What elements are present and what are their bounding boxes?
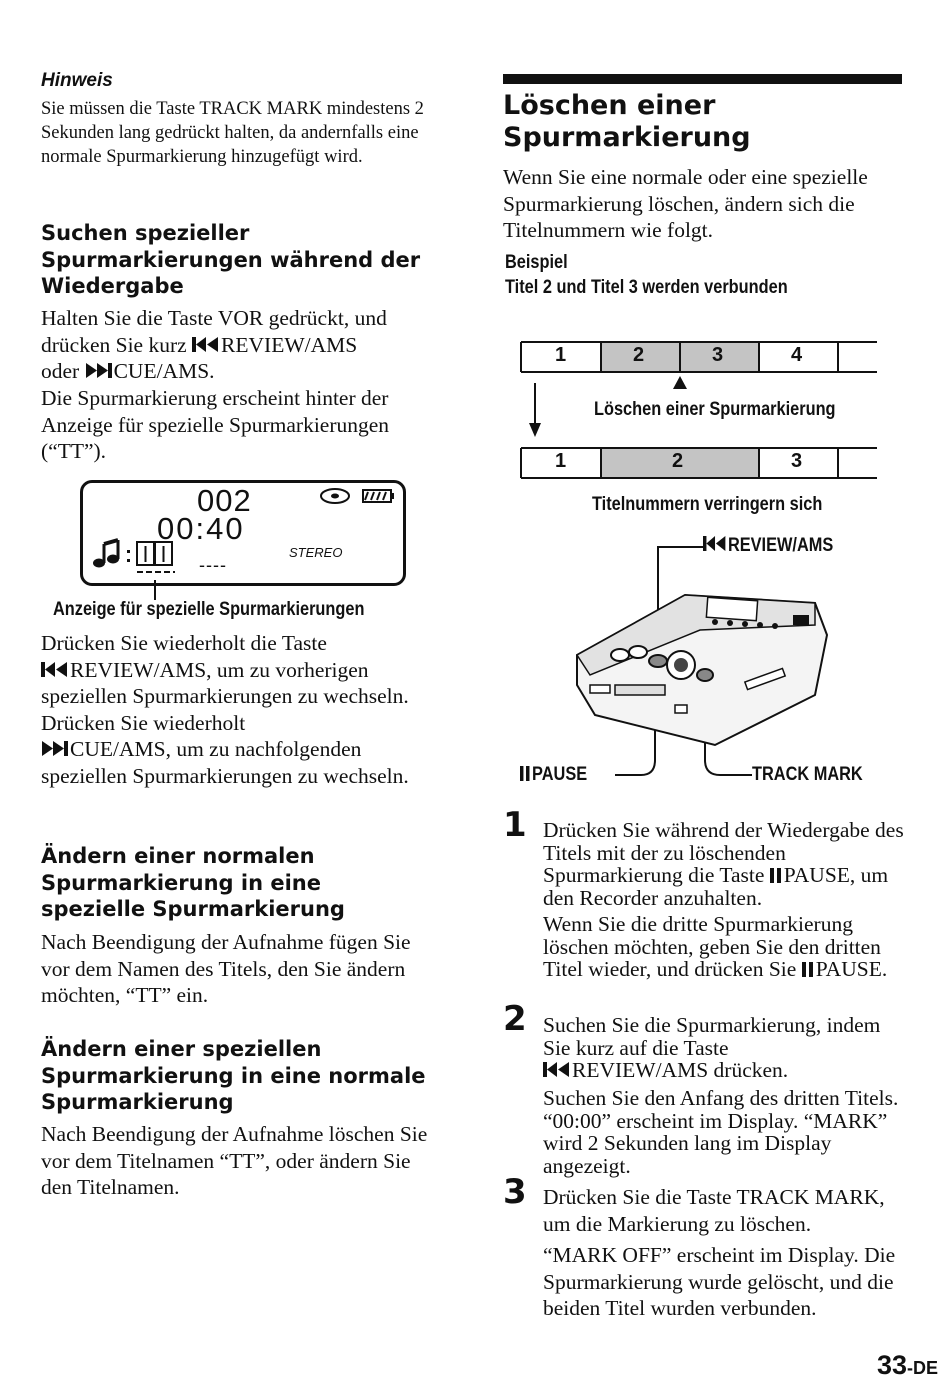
diagram-action: Löschen einer Spurmarkierung <box>594 399 836 420</box>
search-p3-a: Drücken Sie wiederholt die Taste <box>41 631 327 655</box>
lcd-track-number: 002 <box>197 483 252 518</box>
step-1-sub-a: Wenn Sie die dritte Spurmarkierung löschen möchten, geben Sie den dritten Titel wieder, und drücken Sie <box>543 912 881 981</box>
device-trackmark-label: TRACK MARK <box>752 764 863 785</box>
lcd-graphics <box>83 483 403 583</box>
cue-icon <box>41 740 68 757</box>
page-number <box>877 1350 938 1381</box>
diagram-result: Titelnummern verringern sich <box>592 494 823 515</box>
search-p3-c: CUE/AMS, um zu nachfolgenden speziellen Spurmarkierungen zu wechseln. <box>41 737 409 788</box>
note-title: Hinweis <box>41 70 113 91</box>
step-1-main <box>543 819 908 909</box>
after-track-3: 3 <box>791 450 803 472</box>
to-special-text: Nach Beendigung der Aufnahme fügen Sie vor dem Namen des Titels, den Sie ändern möchten, “TT” ein. <box>41 930 411 1007</box>
lcd-caption: Anzeige für spezielle Spurmarkierungen <box>53 599 365 620</box>
search-paragraph-2: Die Spurmarkierung erscheint hinter der Anzeige für spezielle Spurmarkierungen (“TT”). <box>41 386 390 463</box>
search-p3-b: REVIEW/AMS, um zu vorherigen speziellen Spurmarkierungen zu wechseln. Drücken Sie wiederholt <box>41 657 409 735</box>
page-number-suffix: -DE <box>907 1358 939 1378</box>
step-2-main-b: REVIEW/AMS drücken. <box>572 1058 789 1082</box>
review-icon <box>192 336 219 353</box>
device-review-text: REVIEW/AMS <box>727 535 834 556</box>
page-number-value: 33 <box>877 1350 908 1380</box>
step-2-sub: Suchen Sie den Anfang des dritten Titels. “00:00” erscheint im Display. “MARK” wird 2 Sekunden lang im Display angezeigt. <box>543 1086 899 1178</box>
device-illustration <box>515 535 895 795</box>
pause-icon <box>802 961 816 977</box>
after-track-2: 2 <box>672 450 684 472</box>
step-2-main-a: Suchen Sie die Spurmarkierung, indem Sie kurz auf die Taste <box>543 1013 881 1060</box>
lcd-stereo: STEREO <box>289 545 343 560</box>
note-text: Sie müssen die Taste TRACK MARK mindestens 2 Sekunden lang gedrückt halten, da andernfalls eine normale Spurmarkierung hinzugefügt wird. <box>41 99 424 168</box>
lcd-display <box>80 480 406 586</box>
search-p1-or: oder <box>41 359 85 383</box>
step-2-main <box>543 1014 903 1082</box>
review-icon <box>543 1061 570 1078</box>
right-heading: Löschen einer Spurmarkierung <box>503 90 751 153</box>
device-review-label <box>703 535 833 557</box>
search-p1-cue: CUE/AMS. <box>113 359 215 383</box>
right-intro: Wenn Sie eine normale oder eine spezielle Spurmarkierung löschen, ändern sich die Titelnummern wie folgt. <box>503 165 868 242</box>
before-track-1: 1 <box>555 344 567 366</box>
step-3-main: Drücken Sie die Taste TRACK MARK, um die Markierung zu löschen. <box>543 1185 885 1236</box>
step-1-main-a: Drücken Sie während der Wiedergabe des Titels mit der zu löschenden Spurmarkierung die Taste <box>543 818 904 887</box>
to-normal-text: Nach Beendigung der Aufnahme löschen Sie vor dem Titelnamen “TT”, oder ändern Sie den Titelnamen. <box>41 1122 428 1199</box>
device-pause-label <box>520 764 587 786</box>
search-p1-text: Halten Sie die Taste VOR gedrückt, und drücken Sie kurz <box>41 306 387 357</box>
search-paragraph-1 <box>41 305 441 385</box>
example-text: Titel 2 und Titel 3 werden verbunden <box>505 277 788 298</box>
pause-icon <box>770 867 784 883</box>
cue-icon <box>85 362 112 379</box>
lcd-dashes: ---- <box>199 555 227 575</box>
search-heading: Suchen spezieller Spurmarkierungen während der Wiedergabe <box>41 221 421 298</box>
example-label: Beispiel <box>505 252 568 273</box>
step-1-number: 1 <box>503 805 527 845</box>
section-rule <box>503 74 902 84</box>
after-track-1: 1 <box>555 450 567 472</box>
to-normal-heading: Ändern einer speziellen Spurmarkierung in eine normale Spurmarkierung <box>41 1037 426 1114</box>
lcd-callout-line <box>150 580 160 600</box>
step-1-sub <box>543 913 903 981</box>
pause-icon <box>520 765 530 781</box>
before-track-4: 4 <box>791 344 803 366</box>
step-1-main-b: PAUSE, um den Recorder anzuhalten. <box>543 863 889 910</box>
device-pause-text: PAUSE <box>532 764 588 785</box>
before-track-3: 3 <box>712 344 724 366</box>
before-track-2: 2 <box>633 344 645 366</box>
review-icon <box>703 535 726 552</box>
step-3-number: 3 <box>503 1172 527 1212</box>
to-special-heading: Ändern einer normalen Spurmarkierung in eine spezielle Spurmarkierung <box>41 844 345 921</box>
search-paragraph-3 <box>41 630 441 789</box>
search-p1-review: REVIEW/AMS <box>221 332 358 357</box>
review-icon <box>41 661 68 678</box>
lcd-time: 00:40 <box>157 511 245 546</box>
step-2-number: 2 <box>503 999 527 1039</box>
step-3-sub: “MARK OFF” erscheint im Display. Die Spurmarkierung wurde gelöscht, und die beiden Titel wurden verbunden. <box>543 1243 896 1320</box>
step-1-sub-b: PAUSE. <box>815 957 888 981</box>
